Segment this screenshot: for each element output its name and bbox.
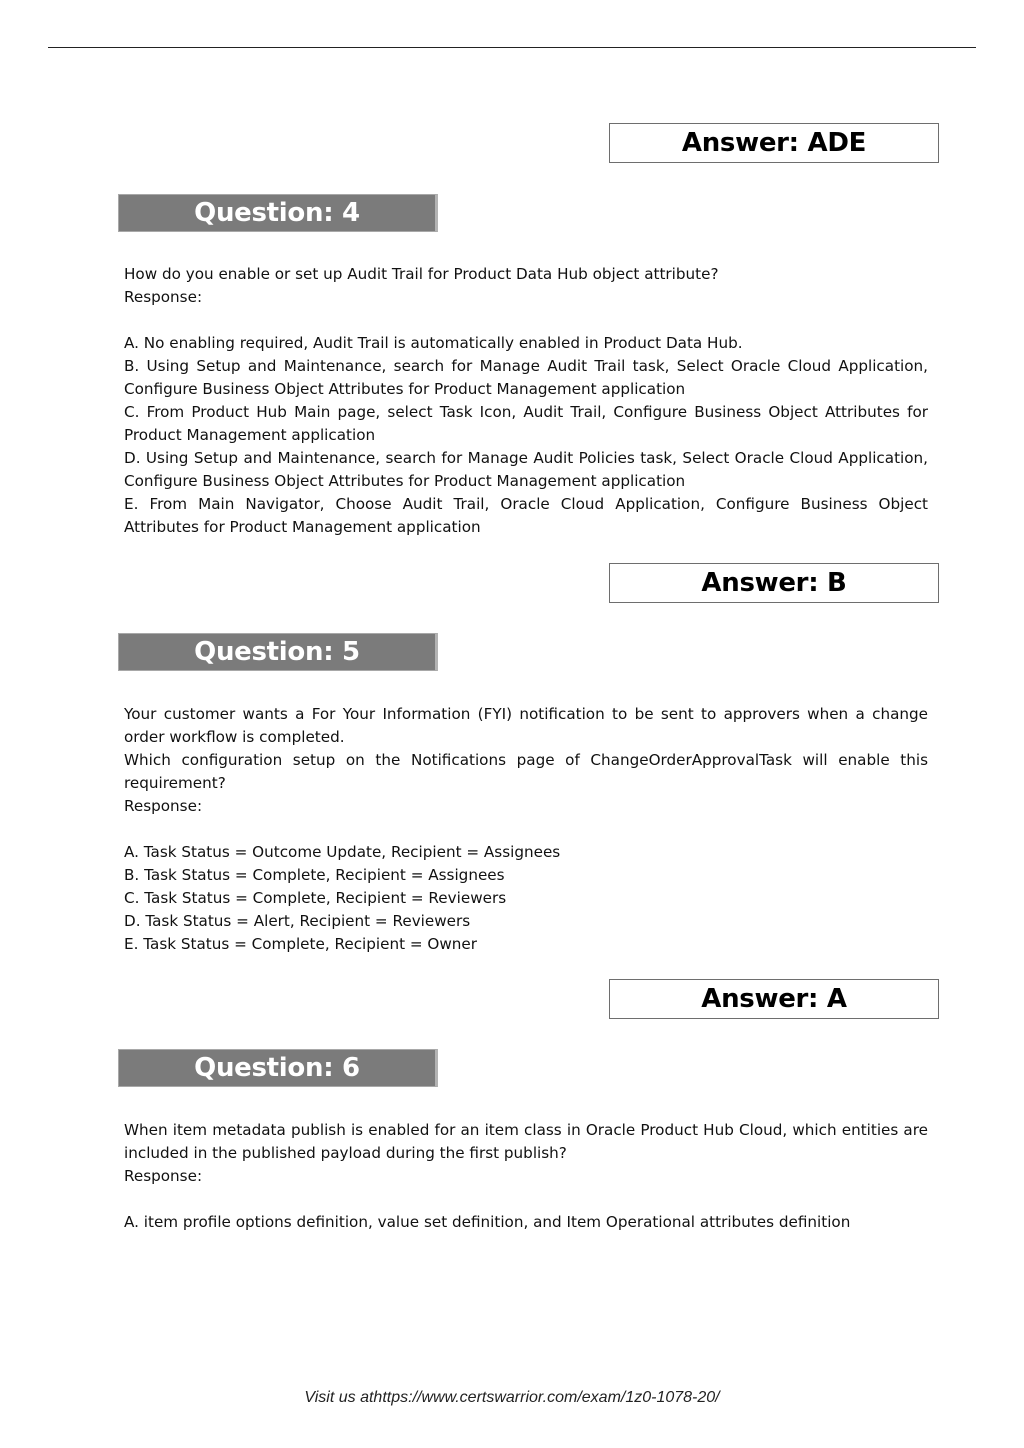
question-5-body <box>124 703 928 956</box>
option-a: A. No enabling required, Audit Trail is automatically enabled in Product Data Hub. <box>124 334 743 352</box>
question-prompt: When item metadata publish is enabled for an item class in Oracle Product Hub Cloud, which entities are included in the published payload during the first publish? <box>124 1121 928 1162</box>
header-rule <box>48 47 976 48</box>
answer-box-q5 <box>609 979 939 1019</box>
question-4-header <box>118 194 438 232</box>
option-e: E. From Main Navigator, Choose Audit Trail, Oracle Cloud Application, Configure Business Object Attributes for Product Management application <box>124 495 928 536</box>
answer-label: Answer: A <box>701 984 847 1014</box>
question-5-header <box>118 633 438 671</box>
option-e: E. Task Status = Complete, Recipient = Owner <box>124 935 478 953</box>
footer-link[interactable]: Visit us athttps://www.certswarrior.com/exam/1z0-1078-20/ <box>304 1389 720 1406</box>
question-prompt: Your customer wants a For Your Information (FYI) notification to be sent to approvers when a change order workflow is completed. <box>124 705 928 746</box>
response-label: Response: <box>124 797 203 815</box>
option-c: C. From Product Hub Main page, select Task Icon, Audit Trail, Configure Business Object Attributes for Product Management application <box>124 403 928 444</box>
response-label: Response: <box>124 288 203 306</box>
question-title: Question: 4 <box>194 198 360 228</box>
question-prompt: How do you enable or set up Audit Trail for Product Data Hub object attribute? <box>124 265 719 283</box>
question-title: Question: 5 <box>194 637 360 667</box>
option-b: B. Task Status = Complete, Recipient = Assignees <box>124 866 505 884</box>
option-a: A. Task Status = Outcome Update, Recipient = Assignees <box>124 843 561 861</box>
option-a: A. item profile options definition, value set definition, and Item Operational attributes definition <box>124 1213 851 1231</box>
option-c: C. Task Status = Complete, Recipient = Reviewers <box>124 889 507 907</box>
answer-box-q4 <box>609 563 939 603</box>
option-d: D. Using Setup and Maintenance, search for Manage Audit Policies task, Select Oracle Cloud Application, Configure Business Object Attributes for Product Management application <box>124 449 928 490</box>
option-d: D. Task Status = Alert, Recipient = Reviewers <box>124 912 471 930</box>
option-b: B. Using Setup and Maintenance, search for Manage Audit Trail task, Select Oracle Cloud Application, Configure Business Object Attributes for Product Management application <box>124 357 928 398</box>
question-4-body <box>124 263 928 539</box>
question-title: Question: 6 <box>194 1053 360 1083</box>
answer-label: Answer: B <box>701 568 847 598</box>
answer-label: Answer: ADE <box>681 128 867 158</box>
answer-box-q3 <box>609 123 939 163</box>
question-6-header <box>118 1049 438 1087</box>
response-label: Response: <box>124 1167 203 1185</box>
question-prompt-2: Which configuration setup on the Notifications page of ChangeOrderApprovalTask will enable this requirement? <box>124 751 928 792</box>
question-6-body <box>124 1119 928 1234</box>
